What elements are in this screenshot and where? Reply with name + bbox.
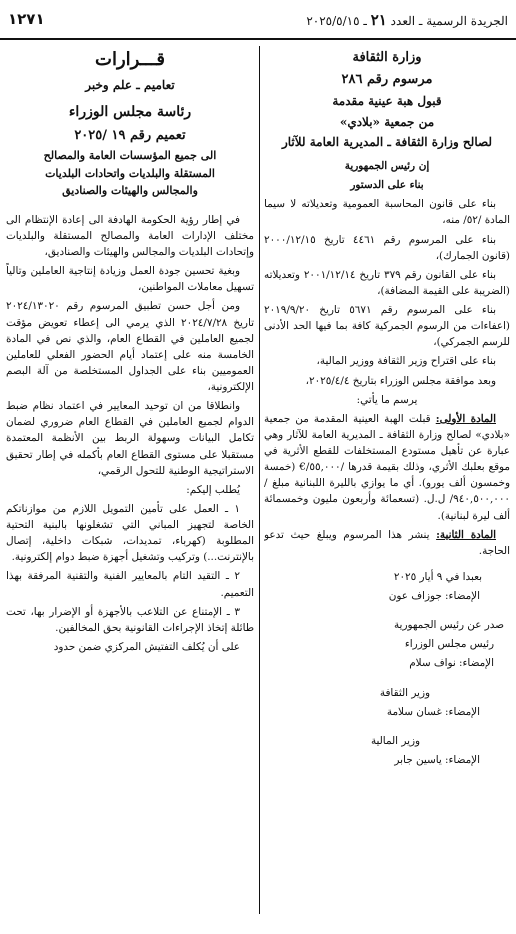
decree-basis: بناء على الدستور [350, 179, 424, 192]
decrees-label: يرسم ما يأتي: [356, 393, 418, 406]
page-header [0, 0, 516, 40]
recital: بناء على قانون المحاسبة العمومية وتعديلاته لا سيما المادة /٥٢/ منه، [264, 198, 510, 227]
circular-authority: رئاسة مجلس الوزراء [68, 104, 192, 121]
decree-column [264, 46, 510, 928]
decree-date: بعبدا في ٩ أيار ٢٠٢٥ [393, 570, 482, 583]
article-2-text: ينشر هذا المرسوم ويبلغ حيث تدعو الحاجة. [264, 528, 510, 557]
article-2-label: المادة الثانية: [436, 528, 497, 541]
request-label: يُطلب إليكم: [186, 483, 240, 496]
issue-date: ـ ٢٠٢٥/٥/١٥ [306, 14, 367, 28]
gazette-name: الجريدة الرسمية ـ العدد [390, 14, 508, 28]
recital: وبعد موافقة مجلس الوزراء بتاريخ ٢٠٢٥/٤/٤، [305, 374, 496, 387]
request-item: ٣ ـ الإمتناع عن التلاعب بالأجهزة أو الإضرار بها، تحت طائلة إتخاذ الإجراءات القانونية بحق المخالفين. [6, 605, 254, 634]
section-title: قـــرارات [95, 49, 165, 70]
article-1-text: قبلت الهبة العينية المقدمة من جمعية «بلادي» لصالح وزارة الثقافة ـ المديرية العامة للآثار وهي عبارة عن تأهيل مستودع المستخلفات للقطع الأثرية في موقع بعلبك الأثري، وذلك بقيمة قدرها /٥٥,٠٠٠/€ (خمسة وخمسون ألف يورو). أي ما يوازي بالليرة اللبنانية مبلغ /٩٤٠,٥٠٠,٠٠٠/ ل.ل. (تسعمائة وأربعون مليون وخمسمائة ألف ليرة لبنانية). [264, 412, 510, 522]
finance-minister-title: وزير المالية [370, 734, 420, 747]
request-item: ١ ـ العمل على تأمين التمويل اللازم من موازناتكم الخاصة لتجهيز المباني التي تشغلونها بالبنية التحتية المطلوبة (كهرباء، تمديدات، شبكات داخلية، إتصال بالإنترنت...) وتركيب وتشغيل أجهزة ضبط دوام إلكترونية. [6, 502, 254, 564]
column-divider [259, 46, 260, 914]
circular-paragraph: وبغية تحسين جودة العمل وزيادة إنتاجية العاملين وتالياً تسهيل معاملات المواطنين، [6, 265, 254, 294]
finance-minister-signature: الإمضاء: ياسين جابر [394, 753, 480, 766]
recital: بناء على اقتراح وزير الثقافة ووزير المالية، [316, 355, 496, 368]
decree-number: مرسوم رقم ٢٨٦ [341, 72, 433, 88]
circular-paragraph: وانطلاقا من ان توحيد المعايير في اعتماد نظام ضبط الدوام لجميع العاملين في القطاع العام ضروري لضمان تكامل البيانات وسهولة الربط بين الأنظمة المعتمدة مستقبلا على مستوى القطاع العام بأكمله في إطار تحقيق الاستراتيجية الوطنية للتحول الرقمي، [6, 400, 254, 477]
addressee-line: والمجالس والهيئات والصناديق [62, 184, 198, 198]
pm-title: رئيس مجلس الوزراء [404, 638, 494, 651]
culture-minister-title: وزير الثقافة [379, 686, 430, 699]
recital: بناء على المرسوم رقم ٥٦٧١ تاريخ ٢٠١٩/٩/٢٠ (اعفاءات من الرسوم الجمركية كافة بما فيها الحد الأدنى للرسم الجمركي)، [264, 304, 510, 349]
circular-number: تعميم رقم ١٩ /٢٠٢٥ [74, 128, 186, 144]
decree-issuer: إن رئيس الجمهورية [344, 160, 430, 173]
decree-subject: قبول هبة عينية مقدمة [332, 94, 442, 109]
running-head [306, 11, 508, 29]
recital: بناء على القانون رقم ٣٧٩ تاريخ ٢٠٠١/١٢/١٤ وتعديلاته (الضريبة على القيمة المضافة)، [264, 268, 510, 297]
issue-number: ٢١ [370, 11, 387, 29]
article-1 [264, 411, 510, 524]
president-signature: الإمضاء: جوزاف عون [388, 590, 480, 603]
circular-column [6, 46, 254, 928]
decree-beneficiary: لصالح وزارة الثقافة ـ المديرية العامة للآثار [281, 135, 493, 150]
article-2 [264, 527, 510, 559]
closing-text: على أن يُكلف التفتيش المركزي ضمن حدود [53, 640, 240, 653]
page-number: ١٢٧١ [8, 10, 45, 28]
section-subtitle: تعاميم ـ علم وخبر [85, 77, 175, 92]
request-item: ٢ ـ التقيد التام بالمعايير الفنية والتقنية المرفقة بهذا التعميم. [6, 570, 254, 599]
addressee-line: الى جميع المؤسسات العامة والمصالح [43, 149, 217, 163]
pm-signature: الإمضاء: نواف سلام [409, 657, 494, 670]
ministry-title: وزارة الثقافة [352, 50, 422, 65]
circular-paragraph: ومن أجل حسن تطبيق المرسوم رقم ٢٠٢٤/١٣٠٢٠ تاريخ ٢٠٢٤/٧/٢٨ الذي يرمي الى إعطاء تعويض مؤقت لجميع العاملين في القطاع العام، والذي نص في المادة الخامسة منه على إعتماد أيام الحضور الفعلي للعاملين العموميين بناء على الجداول المستخلصة من آلة البصم الإلكترونية، [6, 300, 254, 394]
issued-by: صدر عن رئيس الجمهورية [393, 619, 504, 632]
culture-minister-signature: الإمضاء: غسان سلامة [386, 705, 480, 718]
decree-donor: من جمعية «بلادي» [339, 114, 435, 129]
circular-paragraph: في إطار رؤية الحكومة الهادفة الى إعادة الإنتظام الى مختلف الإدارات العامة والمصالح المستقلة والبلديات وإتحادات البلديات والمجالس والهيئات والصناديق، [6, 213, 254, 259]
addressee-line: المستقلة والبلديات واتحادات البلديات [45, 166, 215, 180]
article-1-label: المادة الأولى: [435, 412, 496, 425]
recital: بناء على المرسوم رقم ٤٤٦١ تاريخ ٢٠٠٠/١٢/١٥ (قانون الجمارك)، [264, 233, 510, 262]
